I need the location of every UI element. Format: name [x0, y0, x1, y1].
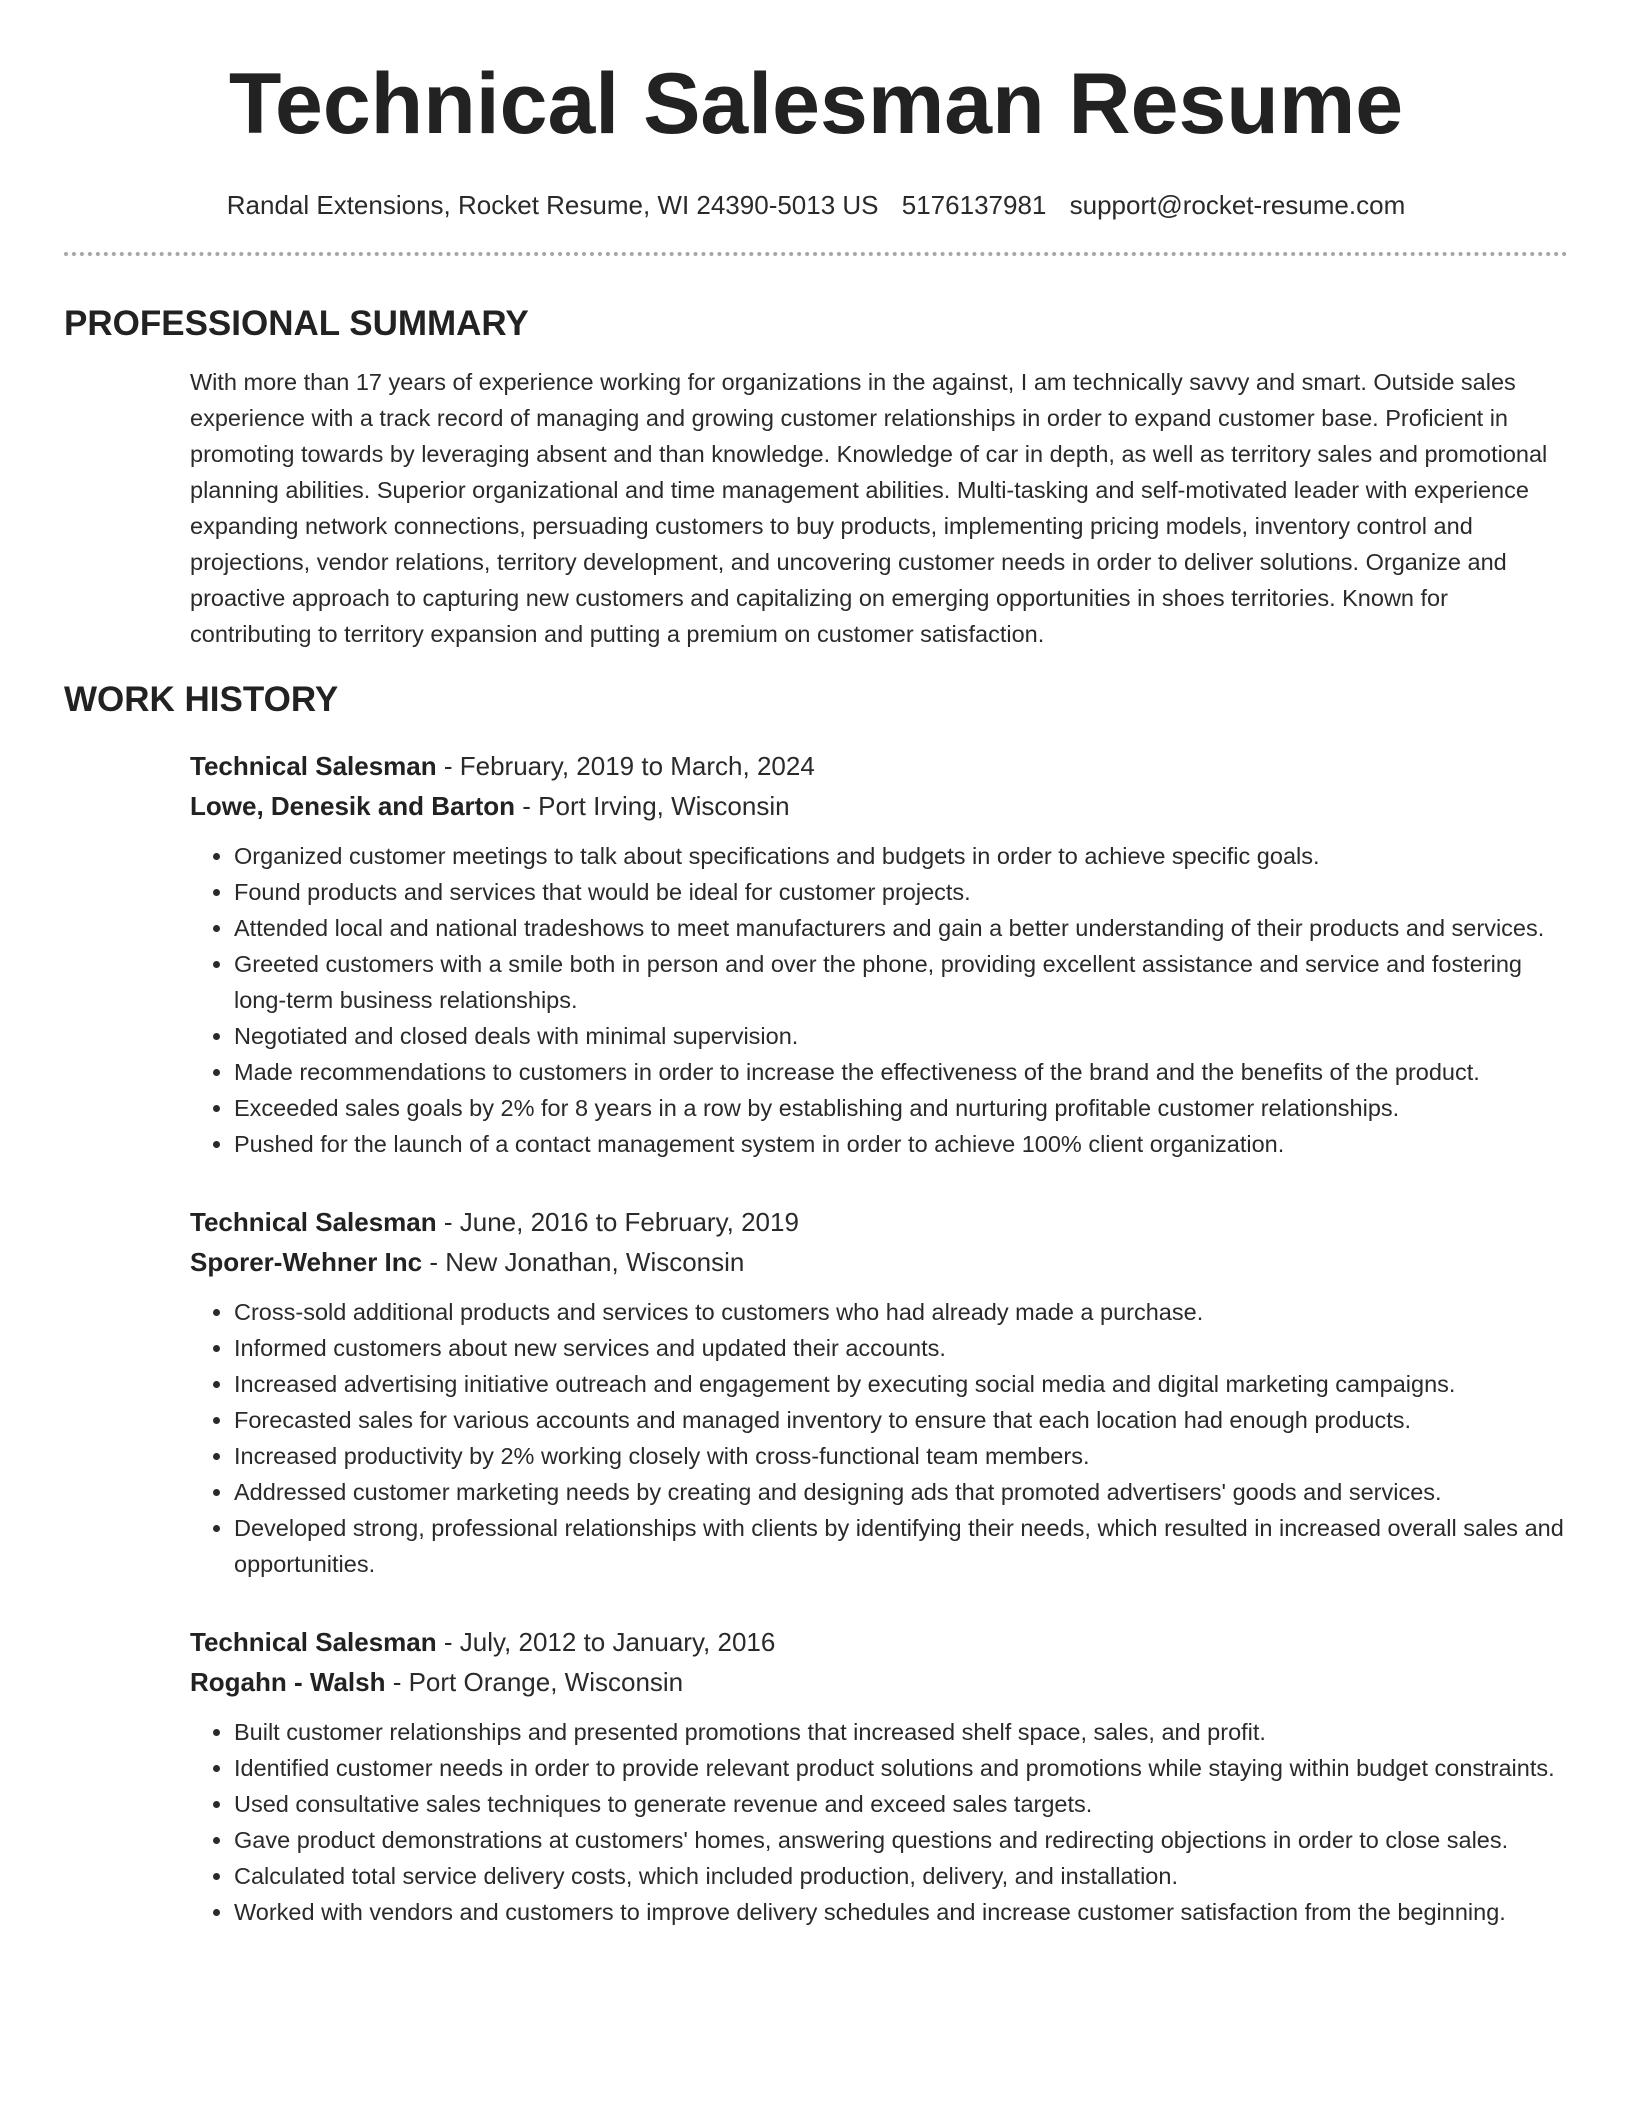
job-entry	[190, 746, 1568, 1162]
job-title: Technical Salesman	[190, 1627, 437, 1657]
job-bullet: • Addressed customer marketing needs by creating and designing ads that promoted advertisers' goods and services.	[234, 1474, 1568, 1510]
job-title-line	[190, 1622, 1568, 1662]
job-company: Rogahn - Walsh	[190, 1667, 386, 1697]
job-bullet: • Negotiated and closed deals with minimal supervision.	[234, 1018, 1568, 1054]
job-entry	[190, 1202, 1568, 1582]
job-bullet: • Developed strong, professional relationships with clients by identifying their needs, which resulted in increased overall sales and opportunities.	[234, 1510, 1568, 1582]
job-company-line	[190, 786, 1568, 826]
job-bullet: • Identified customer needs in order to provide relevant product solutions and promotions while staying within budget constraints.	[234, 1750, 1568, 1786]
job-bullet: • Calculated total service delivery costs, which included production, delivery, and installation.	[234, 1858, 1568, 1894]
job-bullets	[190, 838, 1568, 1162]
job-bullet: • Pushed for the launch of a contact management system in order to achieve 100% client organization.	[234, 1126, 1568, 1162]
job-location: - Port Irving, Wisconsin	[515, 791, 790, 821]
contact-phone: 5176137981	[901, 190, 1047, 220]
job-dates: - July, 2012 to January, 2016	[436, 1627, 776, 1657]
job-title-line	[190, 746, 1568, 786]
job-company: Sporer-Wehner Inc	[190, 1247, 423, 1277]
work-history-heading: WORK HISTORY	[64, 680, 339, 719]
job-bullet: • Exceeded sales goals by 2% for 8 years in a row by establishing and nurturing profitable customer relationships.	[234, 1090, 1568, 1126]
job-entry	[190, 1622, 1568, 1930]
job-bullet: • Increased productivity by 2% working closely with cross-functional team members.	[234, 1438, 1568, 1474]
header-divider	[64, 252, 1568, 256]
job-title: Technical Salesman	[190, 1207, 437, 1237]
job-bullet: • Cross-sold additional products and services to customers who had already made a purchase.	[234, 1294, 1568, 1330]
resume-title: Technical Salesman Resume	[228, 56, 1404, 152]
job-bullet: • Organized customer meetings to talk about specifications and budgets in order to achieve specific goals.	[234, 838, 1568, 874]
job-title: Technical Salesman	[190, 751, 437, 781]
work-history-section	[190, 746, 1568, 1930]
job-title-line	[190, 1202, 1568, 1242]
job-bullets	[190, 1714, 1568, 1930]
job-location: - New Jonathan, Wisconsin	[422, 1247, 745, 1277]
summary-heading: PROFESSIONAL SUMMARY	[64, 304, 529, 343]
job-bullet: • Informed customers about new services and updated their accounts.	[234, 1330, 1568, 1366]
job-bullet: • Gave product demonstrations at customers' homes, answering questions and redirecting objections in order to close sales.	[234, 1822, 1568, 1858]
summary-section	[190, 364, 1568, 652]
job-location: - Port Orange, Wisconsin	[385, 1667, 684, 1697]
job-company-line	[190, 1242, 1568, 1282]
job-bullet: • Forecasted sales for various accounts and managed inventory to ensure that each location had enough products.	[234, 1402, 1568, 1438]
contact-address: Randal Extensions, Rocket Resume, WI 24390-5013 US	[226, 190, 879, 220]
job-bullet: • Made recommendations to customers in order to increase the effectiveness of the brand and the benefits of the product.	[234, 1054, 1568, 1090]
job-bullets	[190, 1294, 1568, 1582]
contact-line	[64, 188, 1568, 222]
job-dates: - February, 2019 to March, 2024	[436, 751, 815, 781]
job-bullet: • Found products and services that would be ideal for customer projects.	[234, 874, 1568, 910]
job-bullet: • Worked with vendors and customers to improve delivery schedules and increase customer satisfaction from the beginning.	[234, 1894, 1568, 1930]
summary-text: With more than 17 years of experience working for organizations in the against, I am technically savvy and smart. Outside sales experience with a track record of managing and growing customer relationships in order to expand customer base. Proficient in promoting towards by leveraging absent and than knowledge. Knowledge of car in depth, as well as territory sales and promotional planning abilities. Superior organizational and time management abilities. Multi-tasking and self-motivated leader with experience expanding network connections, persuading customers to buy products, implementing pricing models, inventory control and projections, vendor relations, territory development, and uncovering customer needs in order to deliver solutions. Organize and proactive approach to capturing new customers and capitalizing on emerging opportunities in shoes territories. Known for contributing to territory expansion and putting a premium on customer satisfaction.	[190, 369, 1548, 647]
job-bullet: • Built customer relationships and presented promotions that increased shelf space, sales, and profit.	[234, 1714, 1568, 1750]
job-bullet: • Attended local and national tradeshows to meet manufacturers and gain a better understanding of their products and services.	[234, 910, 1568, 946]
contact-email: support@rocket-resume.com	[1069, 190, 1406, 220]
job-bullet: • Greeted customers with a smile both in person and over the phone, providing excellent assistance and service and fostering long-term business relationships.	[234, 946, 1568, 1018]
job-company: Lowe, Denesik and Barton	[190, 791, 516, 821]
job-company-line	[190, 1662, 1568, 1702]
job-bullet: • Used consultative sales techniques to generate revenue and exceed sales targets.	[234, 1786, 1568, 1822]
job-dates: - June, 2016 to February, 2019	[436, 1207, 799, 1237]
job-bullet: • Increased advertising initiative outreach and engagement by executing social media and digital marketing campaigns.	[234, 1366, 1568, 1402]
